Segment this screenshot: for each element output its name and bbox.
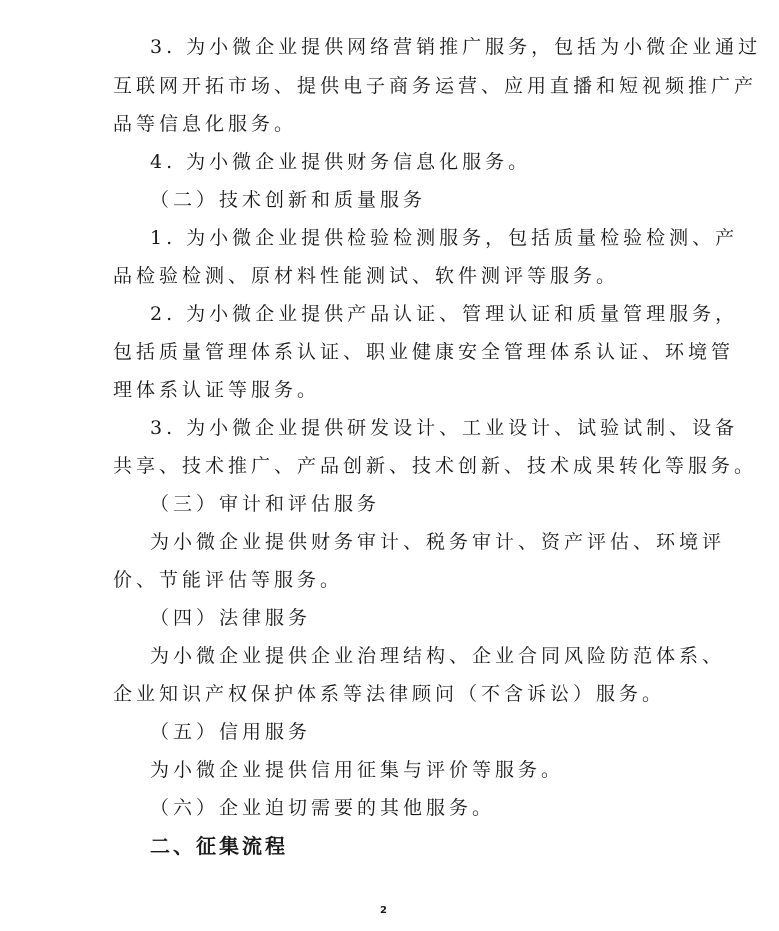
paragraph-line: 企业知识产权保护体系等法律顾问（不含诉讼）服务。: [113, 683, 666, 705]
paragraph-line: 包括质量管理体系认证、职业健康安全管理体系认证、环境管: [113, 341, 735, 363]
subsection-heading: （五）信用服务: [150, 721, 312, 743]
paragraph-line: 为小微企业提供财务审计、税务审计、资产评估、环境评: [150, 531, 726, 553]
subsection-heading: （三）审计和评估服务: [150, 493, 381, 515]
paragraph-line: 品等信息化服务。: [113, 113, 298, 135]
paragraph-line: 3. 为小微企业提供网络营销推广服务，包括为小微企业通过: [150, 36, 762, 58]
paragraph-line: 互联网开拓市场、提供电子商务运营、应用直播和短视频推广产: [113, 75, 758, 97]
subsection-heading: （六）企业迫切需要的其他服务。: [150, 797, 496, 819]
paragraph-line: 品检验检测、原材料性能测试、软件测评等服务。: [113, 265, 620, 287]
page-number: 2: [380, 905, 387, 916]
paragraph-line: 4. 为小微企业提供财务信息化服务。: [150, 151, 532, 173]
section-heading: 二、征集流程: [150, 834, 288, 858]
paragraph-line: 1. 为小微企业提供检验检测服务，包括质量检验检测、产: [150, 227, 739, 249]
paragraph-line: 为小微企业提供企业治理结构、企业合同风险防范体系、: [150, 645, 726, 667]
paragraph-line: 2. 为小微企业提供产品认证、管理认证和质量管理服务，: [150, 303, 739, 325]
paragraph-line: 3. 为小微企业提供研发设计、工业设计、试验试制、设备: [150, 417, 739, 439]
paragraph-line: 理体系认证等服务。: [113, 379, 321, 401]
paragraph-line: 共享、技术推广、产品创新、技术创新、技术成果转化等服务。: [113, 455, 758, 477]
subsection-heading: （四）法律服务: [150, 607, 312, 629]
subsection-heading: （二）技术创新和质量服务: [150, 189, 427, 211]
paragraph-line: 价、节能评估等服务。: [113, 569, 344, 591]
paragraph-line: 为小微企业提供信用征集与评价等服务。: [150, 759, 565, 781]
